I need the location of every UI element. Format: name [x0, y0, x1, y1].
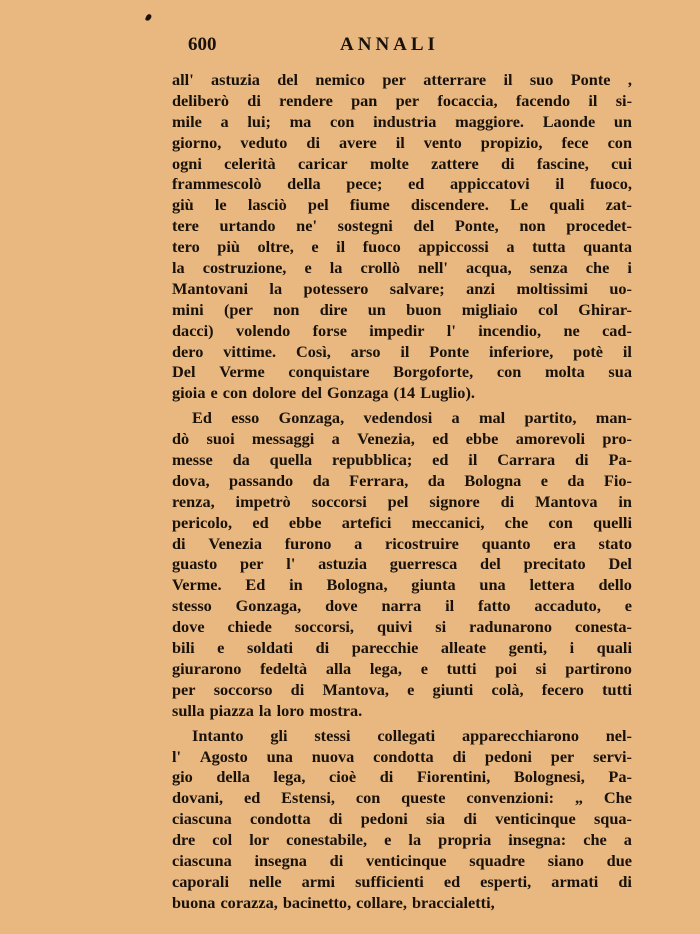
ink-speck	[145, 13, 152, 21]
text-line: tere urtando ne' sostegni del Ponte, non procedet-	[172, 216, 632, 236]
text-line: messe da quella repubblica; ed il Carrara di Pa-	[172, 450, 632, 470]
text-line: dove chiede soccorsi, quivi si radunarono conesta-	[172, 617, 632, 637]
text-line: all' astuzia del nemico per atterrare il suo Ponte ,	[172, 70, 632, 89]
text-line: dero vittime. Così, arso il Ponte inferiore, potè il	[172, 341, 632, 361]
text-line: mini (per non dire un buon migliaio col Ghirar-	[172, 299, 632, 319]
text-line: ciascuna condotta di pedoni sia di venticinque squa-	[172, 809, 632, 829]
text-line: giurarono fedeltà alla lega, e tutti poi si partirono	[172, 658, 632, 678]
text-line: guasto per l' astuzia guerresca del precitato Del	[172, 554, 632, 574]
text-line: mile a lui; ma con industria maggiore. Laonde un	[172, 111, 632, 131]
text-line: giorno, veduto di avere il vento propizio, fece con	[172, 132, 632, 152]
text-line: dovani, ed Estensi, con queste convenzioni: „ Che	[172, 788, 632, 808]
text-line: tero più oltre, e il fuoco appiccossi a tutta quanta	[172, 237, 632, 257]
text-line: giù le lasciò pel fiume discendere. Le quali zat-	[172, 195, 632, 215]
body-text	[172, 70, 632, 914]
text-line: deliberò di rendere pan per focaccia, facendo il si-	[172, 90, 632, 110]
text-line: frammescolò della pece; ed appiccatovi il fuoco,	[172, 174, 632, 194]
text-line: dacci) volendo forse impedir l' incendio, ne cad-	[172, 320, 632, 340]
text-line: ogni celerità caricar molte zattere di fascine, cui	[172, 153, 632, 173]
text-line: per soccorso di Mantova, e giunti colà, fecero tutti	[172, 679, 632, 699]
text-line: sulla piazza la loro mostra.	[172, 700, 363, 720]
text-line: gio della lega, cioè di Fiorentini, Bolognesi, Pa-	[172, 767, 632, 787]
text-line: buona corazza, bacinetto, collare, braccialetti,	[172, 892, 495, 912]
paragraph	[172, 726, 632, 914]
text-line: Mantovani la potessero salvare; anzi moltissimi uo-	[172, 278, 632, 298]
text-line: dre col lor conestabile, e la propria insegna: che a	[172, 830, 632, 850]
text-line: Del Verme conquistare Borgoforte, con molta sua	[172, 362, 632, 382]
text-line: bili e soldati di parecchie alleate genti, i quali	[172, 638, 632, 658]
text-line: renza, impetrò soccorsi pel signore di Mantova in	[172, 491, 632, 511]
running-title: ANNALI	[340, 34, 439, 55]
text-line: Ed esso Gonzaga, vedendosi a mal partito, man-	[192, 408, 632, 428]
text-line: di Venezia furono a ricostruire quanto era stato	[172, 533, 632, 553]
text-line: dova, passando da Ferrara, da Bologna e da Fio-	[172, 470, 632, 490]
text-line: la costruzione, e la crollò nell' acqua, senza che i	[172, 258, 632, 278]
paragraph	[172, 408, 632, 721]
text-line: caporali nelle armi sufficienti ed esperti, armati di	[172, 871, 632, 891]
text-line: Verme. Ed in Bologna, giunta una lettera dello	[172, 575, 632, 595]
text-line: stesso Gonzaga, dove narra il fatto accaduto, e	[172, 596, 632, 616]
text-line: Intanto gli stessi collegati apparecchiarono nel-	[192, 725, 632, 745]
text-line: dò suoi messaggi a Venezia, ed ebbe amorevoli pro-	[172, 429, 632, 449]
text-line: gioia e con dolore del Gonzaga (14 Luglio).	[172, 383, 475, 403]
text-line: pericolo, ed ebbe artefici meccanici, che con quelli	[172, 512, 632, 532]
paragraph	[172, 70, 632, 404]
page-number: 600	[188, 34, 217, 55]
text-line: l' Agosto una nuova condotta di pedoni per servi-	[172, 746, 632, 766]
text-line: ciascuna insegna di venticinque squadre siano due	[172, 850, 632, 870]
page-header	[172, 30, 632, 60]
